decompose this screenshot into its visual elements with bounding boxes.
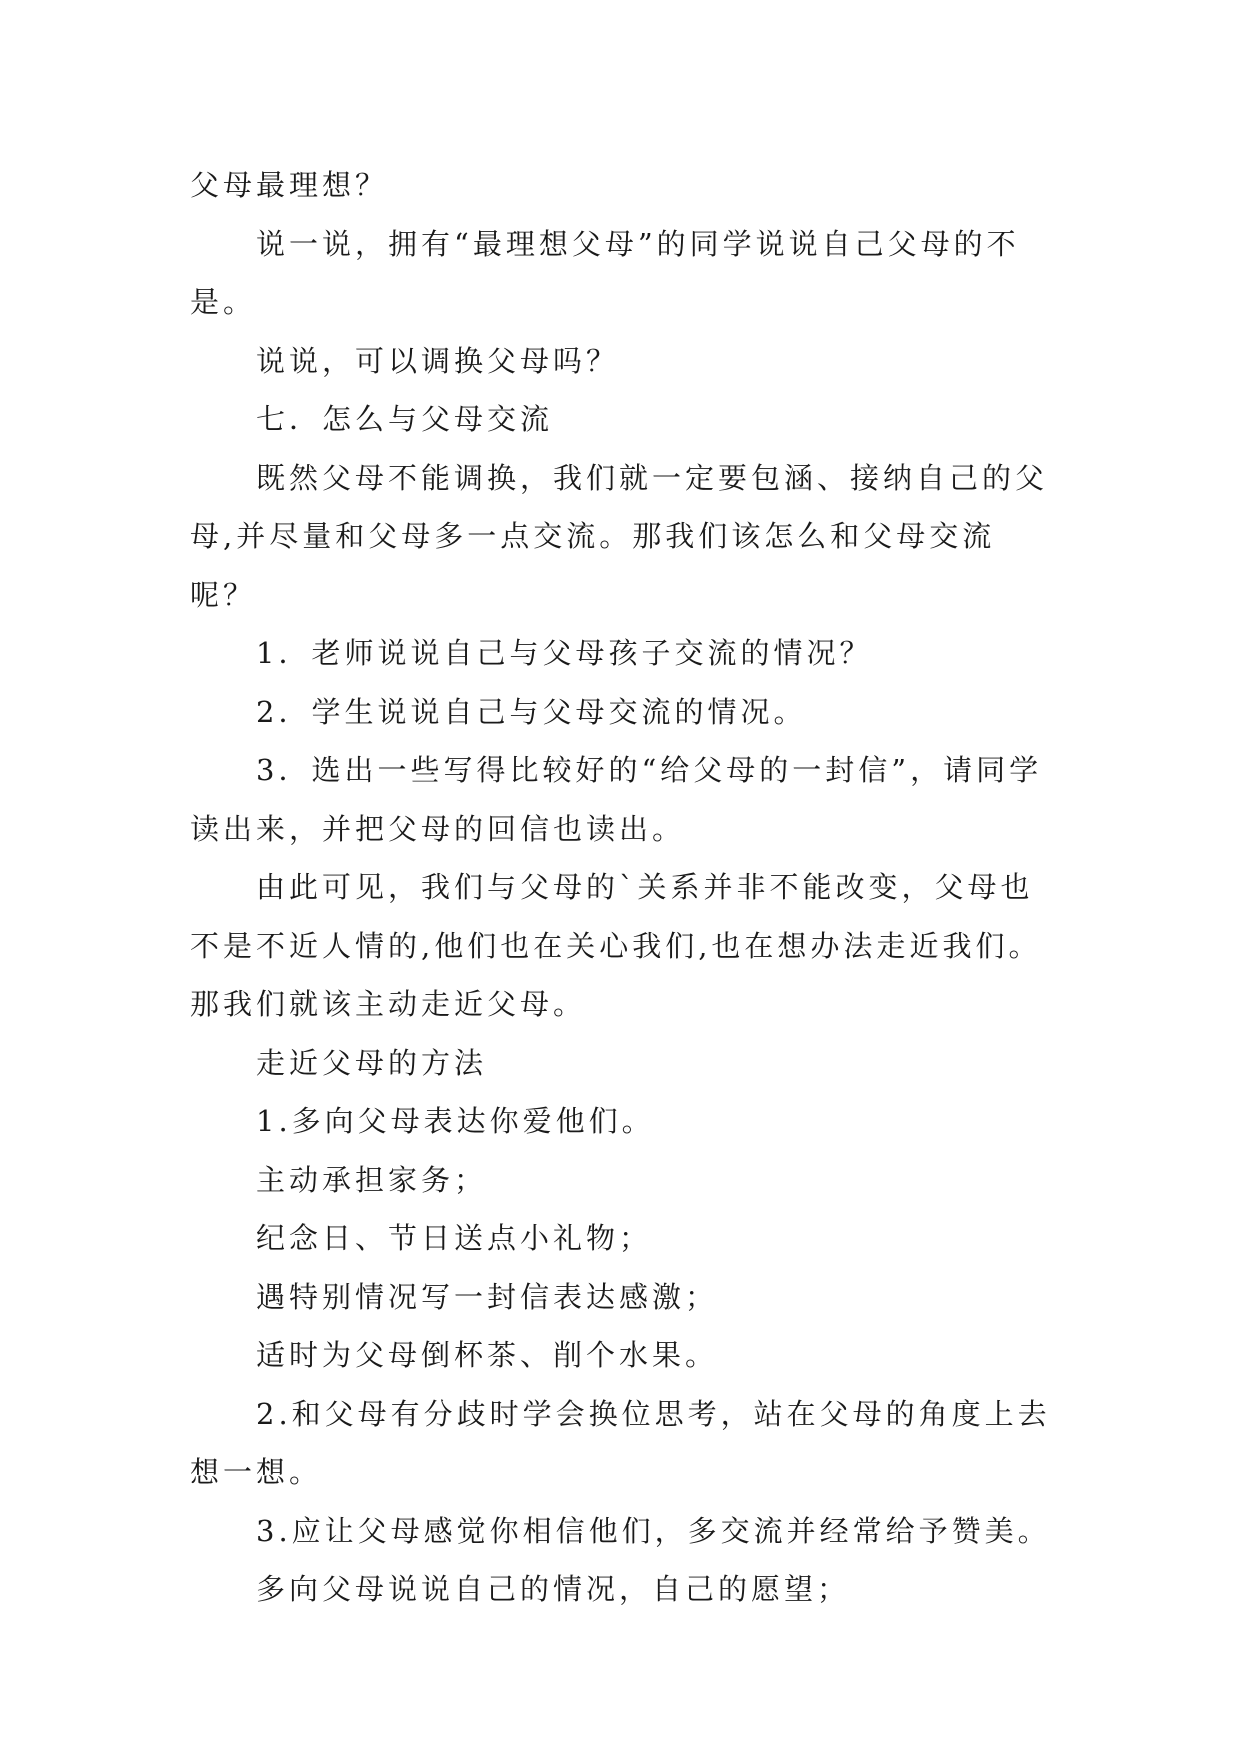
- subsection-heading: 走近父母的方法: [256, 1045, 488, 1080]
- sub-item: 适时为父母倒杯茶、削个水果。: [256, 1338, 719, 1372]
- list-item: 2.和父母有分歧时学会换位思考，站在父母的角度上去想一想。: [190, 1396, 1051, 1489]
- section-heading: 七．怎么与父母交流: [256, 402, 554, 436]
- paragraph: 父母最理想？: [190, 168, 389, 202]
- sub-item: 纪念日、节日送点小礼物；: [256, 1221, 653, 1255]
- sub-item: 遇特别情况写一封信表达感激；: [256, 1279, 719, 1314]
- document-body: [190, 156, 1060, 1619]
- list-item: 3.应让父母感觉你相信他们，多交流并经常给予赞美。: [256, 1513, 1051, 1548]
- list-item: 2．学生说说自己与父母交流的情况。: [256, 694, 807, 729]
- paragraph: 说一说，拥有“最理想父母”的同学说说自己父母的不是。: [190, 226, 1020, 319]
- paragraph: 由此可见，我们与父母的`关系并非不能改变，父母也不是不近人情的,他们也在关心我们,也在想办法走近我们。那我们就该主动走近父母。: [190, 870, 1042, 1021]
- paragraph: 既然父母不能调换，我们就一定要包涵、接纳自己的父母,并尽量和父母多一点交流。那我们该怎么和父母交流呢？: [190, 460, 1049, 612]
- sub-item: 多向父母说说自己的情况，自己的愿望；: [256, 1572, 851, 1606]
- list-item: 1.多向父母表达你爱他们。: [256, 1104, 655, 1138]
- sub-item: 主动承担家务；: [256, 1162, 488, 1197]
- paragraph: 说说，可以调换父母吗？: [256, 343, 620, 378]
- list-item: 1．老师说说自己与父母孩子交流的情况？: [256, 636, 873, 670]
- list-item: 3．选出一些写得比较好的“给父母的一封信”，请同学读出来，并把父母的回信也读出。: [190, 753, 1043, 846]
